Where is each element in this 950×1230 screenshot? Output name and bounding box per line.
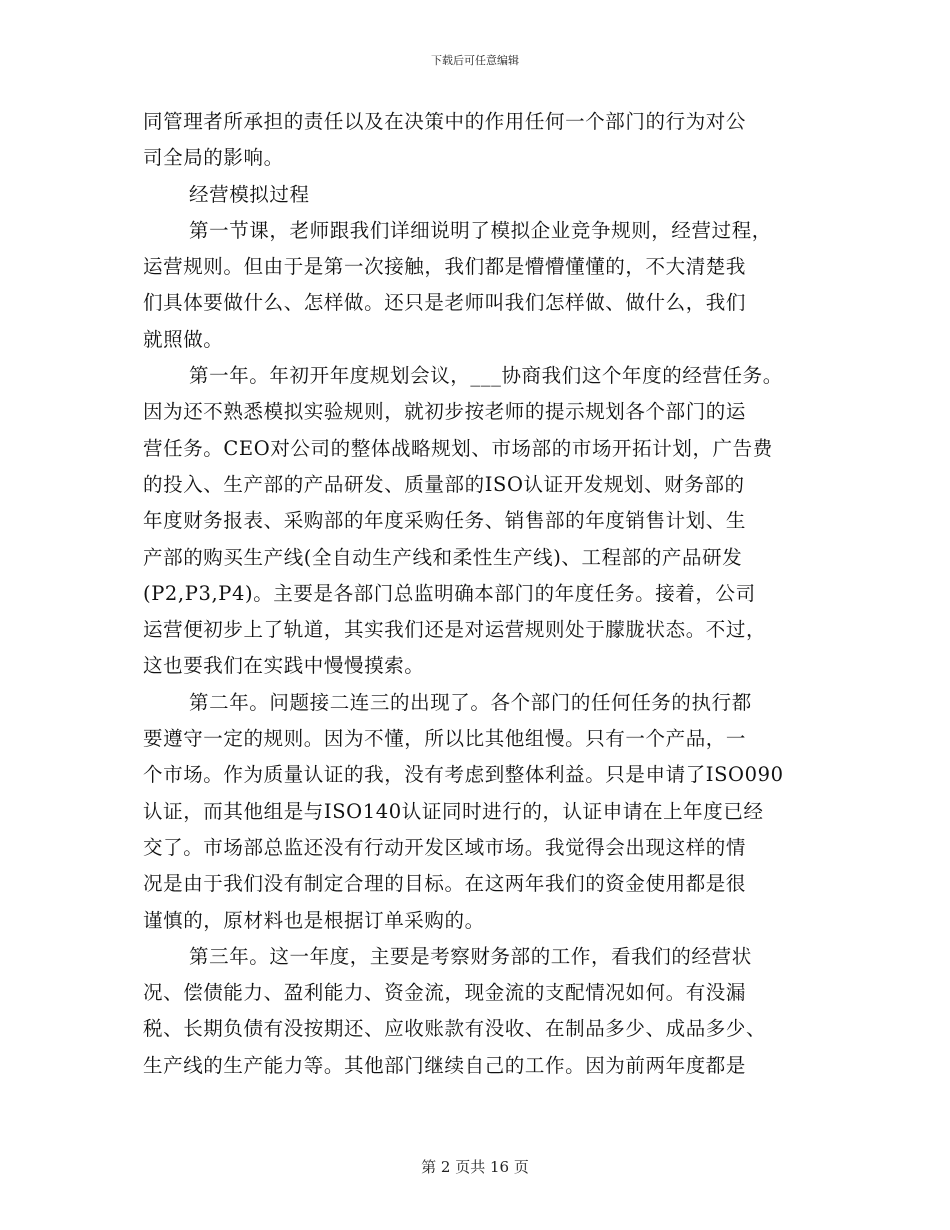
text-line: 年度财务报表、采购部的年度采购任务、销售部的年度销售计划、生 (143, 509, 747, 533)
document-body (143, 104, 811, 1084)
text-line: 要遵守一定的规则。因为不懂，所以比其他组慢。只有一个产品，一 (143, 727, 747, 751)
text-line: 第二年。问题接二连三的出现了。各个部门的任何任务的执行都 (189, 690, 752, 714)
text-line: 司全局的影响。 (143, 146, 284, 170)
text-line: 税、长期负债有没按期还、应收账款有没收、在制品多少、成品多少、 (143, 1017, 767, 1041)
text-line: 第一节课，老师跟我们详细说明了模拟企业竞争规则，经营过程， (189, 218, 772, 242)
text-line: 交了。市场部总监还没有行动开发区域市场。我觉得会出现这样的情 (143, 835, 747, 859)
text-line: 经营模拟过程 (189, 182, 310, 206)
text-line: 第三年。这一年度，主要是考察财务部的工作，看我们的经营状 (189, 944, 752, 968)
text-line: 况、偿债能力、盈利能力、资金流，现金流的支配情况如何。有没漏 (143, 981, 747, 1005)
text-line: 第一年。年初开年度规划会议，___协商我们这个年度的经营任务。 (189, 364, 783, 388)
text-line: 同管理者所承担的责任以及在决策中的作用任何一个部门的行为对公 (143, 110, 747, 133)
text-line: 谨慎的，原材料也是根据订单采购的。 (143, 908, 485, 932)
text-line: 营任务。CEO对公司的整体战略规划、市场部的市场开拓计划，广告费 (143, 436, 773, 460)
text-line: 产部的购买生产线(全自动生产线和柔性生产线)、工程部的产品研发 (143, 545, 743, 569)
text-line: 运营规则。但由于是第一次接触，我们都是懵懵懂懂的，不大清楚我 (143, 255, 747, 279)
page-header: 下载后可任意编辑 (431, 54, 519, 67)
text-line: 生产线的生产能力等。其他部门继续自己的工作。因为前两年度都是 (143, 1053, 747, 1077)
text-line: 运营便初步上了轨道，其实我们还是对运营规则处于朦胧状态。不过， (143, 618, 767, 642)
text-line: 这也要我们在实践中慢慢摸索。 (143, 654, 425, 678)
text-line: 认证，而其他组是与ISO140认证同时进行的，认证申请在上年度已经 (143, 799, 764, 823)
text-line: 就照做。 (143, 327, 224, 351)
text-line: 况是由于我们没有制定合理的目标。在这两年我们的资金使用都是很 (143, 872, 747, 896)
text-line: (P2,P3,P4)。主要是各部门总监明确本部门的年度任务。接着，公司 (143, 581, 756, 605)
text-line: 们具体要做什么、怎样做。还只是老师叫我们怎样做、做什么，我们 (143, 291, 747, 315)
text-line: 的投入、生产部的产品研发、质量部的ISO认证开发规划、财务部的 (143, 472, 745, 496)
text-line: 因为还不熟悉模拟实验规则，就初步按老师的提示规划各个部门的运 (143, 400, 747, 424)
text-line: 个市场。作为质量认证的我，没有考虑到整体利益。只是申请了ISO090 (143, 763, 784, 787)
page-number-footer: 第 2 页共 16 页 (421, 1158, 529, 1176)
